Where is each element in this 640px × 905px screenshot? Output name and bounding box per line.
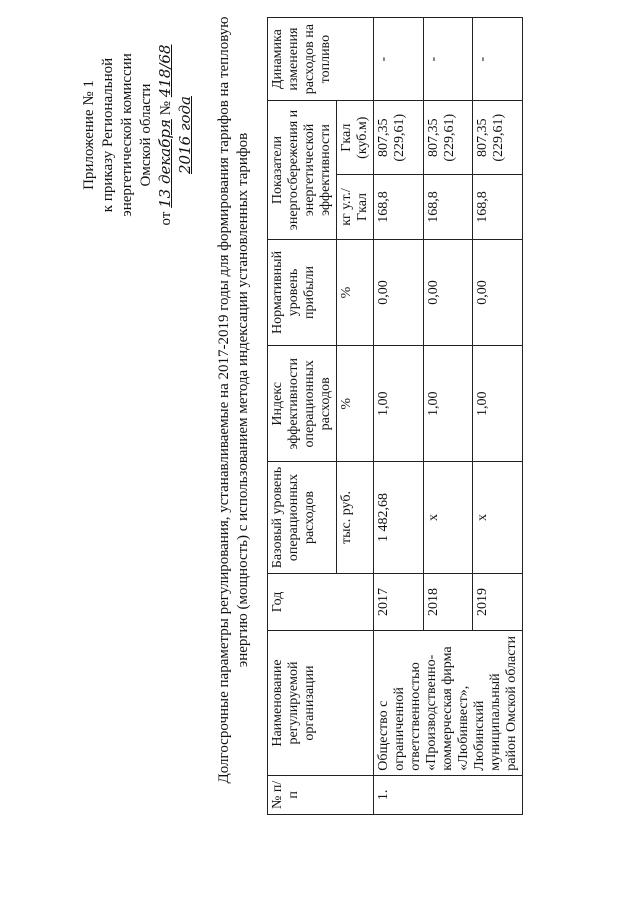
cell-energy2: 807,35 (229,61) (374, 101, 424, 175)
appendix-line4: Омской области (138, 83, 154, 187)
appendix-date-line (156, 15, 176, 255)
cell-energy2: 807,35 (229,61) (423, 101, 473, 175)
cell-year: 2018 (423, 573, 473, 631)
cell-dynamics: - (473, 18, 523, 101)
cell-index: 1,00 (473, 346, 523, 462)
cell-dynamics: - (374, 18, 424, 101)
appendix-line1: Приложение № 1 (81, 80, 97, 190)
number-value: 418/68 (156, 44, 174, 98)
header-profit: Нормативный уровень прибыли (268, 239, 337, 345)
unit-profit: % (337, 239, 374, 345)
unit-index: % (337, 346, 374, 462)
header-base: Базовый уровень операционных расходов (268, 462, 337, 573)
header-org: Наименование регулируемой организации (268, 631, 374, 775)
cell-profit: 0,00 (374, 239, 424, 345)
unit-energy1: кг у.т./Гкал (337, 175, 374, 240)
header-energy: Показатели энергосбережения и энергетической эффективности (268, 101, 337, 240)
appendix-line3: энергетической комиссии (119, 53, 135, 217)
appendix-block (80, 15, 196, 255)
table-row (374, 18, 424, 815)
cell-dynamics: - (423, 18, 473, 101)
header-index: Индекс эффективности операционных расходов (268, 346, 337, 462)
cell-index: 1,00 (423, 346, 473, 462)
appendix-line2: к приказу Региональной (100, 57, 116, 213)
cell-profit: 0,00 (423, 239, 473, 345)
header-year: Год (268, 573, 374, 631)
year-value: 2016 года (176, 96, 194, 175)
header-num: № п/п (268, 775, 374, 814)
cell-base: 1 482,68 (374, 462, 424, 573)
cell-base: x (423, 462, 473, 573)
unit-base: тыс. руб. (337, 462, 374, 573)
cell-base: x (473, 462, 523, 573)
parameters-table (267, 17, 523, 815)
date-value: 13 декабря (156, 119, 174, 208)
cell-energy1: 168,8 (473, 175, 523, 240)
header-dynamics: Динамика изменения расходов на топливо (268, 18, 374, 101)
cell-energy2: 807,35 (229,61) (473, 101, 523, 175)
document-title: Долгосрочные параметры регулирования, устанавливаемые на 2017-2019 годы для формирования тарифов на тепловую энергию (мощность) с использованием метода индексации установленных тарифов (216, 16, 251, 784)
cell-year: 2019 (473, 573, 523, 631)
date-prefix: от (158, 211, 174, 226)
cell-energy1: 168,8 (423, 175, 473, 240)
table-header-row (268, 18, 337, 815)
org-number: 1. (374, 775, 523, 814)
number-prefix: № (158, 101, 174, 116)
cell-index: 1,00 (374, 346, 424, 462)
cell-year: 2017 (374, 573, 424, 631)
cell-energy1: 168,8 (374, 175, 424, 240)
org-name: Общество с ограниченной ответственностью «Производственно-коммерческая фирма «Любинвест», Любинский муниципальный район Омской области (374, 631, 523, 775)
unit-energy2: Гкал (куб.м) (337, 101, 374, 175)
cell-profit: 0,00 (473, 239, 523, 345)
appendix-year-line (176, 15, 196, 255)
